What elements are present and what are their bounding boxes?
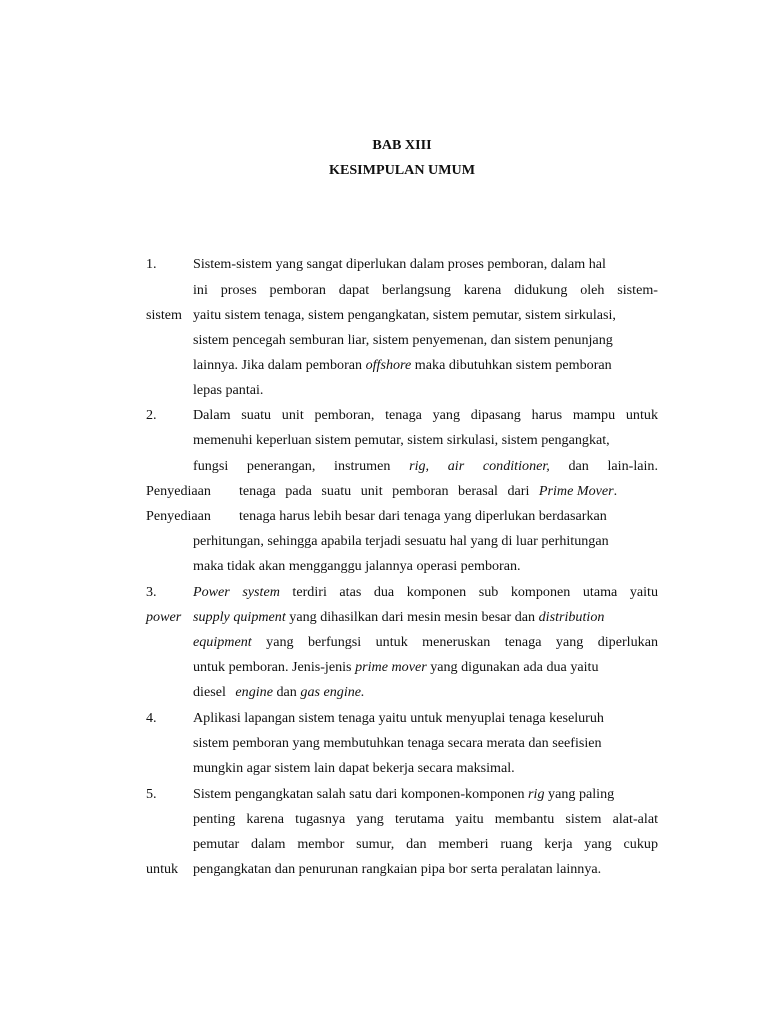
paragraph-line: diesel engine dan gas engine.	[193, 684, 365, 700]
hanging-word: Penyediaan	[146, 483, 211, 499]
italic-term: Prime Mover	[538, 483, 614, 499]
list-number: 3.	[146, 584, 157, 600]
hanging-word: untuk	[146, 861, 179, 877]
italic-term: rig, air conditioner,	[409, 458, 550, 474]
paragraph-line: equipment yang berfungsi untuk meneruskan tenaga yang diperlukan	[193, 634, 658, 650]
hanging-word: power	[146, 609, 182, 625]
paragraph-line: tenaga harus lebih besar dari tenaga yang diperlukan berdasarkan	[239, 508, 607, 524]
paragraph-line: yaitu sistem tenaga, sistem pengangkatan, sistem pemutar, sistem sirkulasi,	[193, 307, 616, 323]
italic-term: gas engine.	[300, 684, 365, 700]
italic-term: offshore	[365, 357, 412, 373]
paragraph-line: Dalam suatu unit pemboran, tenaga yang dipasang harus mampu untuk	[193, 407, 658, 423]
chapter-number: BAB XIII	[372, 137, 432, 153]
list-number: 1.	[146, 256, 157, 272]
paragraph-line: tenaga pada suatu unit pemboran berasal dari Prime Mover.	[239, 483, 618, 499]
paragraph-line: untuk pemboran. Jenis-jenis prime mover yang digunakan ada dua yaitu	[193, 659, 599, 675]
paragraph-line: fungsi penerangan, instrumen rig, air conditioner, dan lain-lain.	[193, 458, 658, 474]
paragraph-line: memenuhi keperluan sistem pemutar, sistem sirkulasi, sistem pengangkat,	[193, 432, 610, 448]
paragraph-line: mungkin agar sistem lain dapat bekerja secara maksimal.	[193, 760, 515, 776]
italic-term: distribution	[538, 609, 605, 625]
hanging-word: sistem	[146, 307, 183, 323]
paragraph-line: supply quipment yang dihasilkan dari mesin mesin besar dan distribution	[193, 609, 605, 625]
paragraph-line: Sistem-sistem yang sangat diperlukan dalam proses pemboran, dalam hal	[193, 256, 606, 272]
italic-term: engine	[235, 684, 273, 700]
list-number: 2.	[146, 407, 157, 423]
paragraph-line: perhitungan, sehingga apabila terjadi sesuatu hal yang di luar perhitungan	[193, 533, 609, 549]
paragraph-line: lainnya. Jika dalam pemboran offshore maka dibutuhkan sistem pemboran	[193, 357, 612, 373]
paragraph-line: Power system terdiri atas dua komponen sub komponen utama yaitu	[193, 584, 658, 600]
paragraph-line: lepas pantai.	[193, 382, 264, 398]
list-number: 5.	[146, 786, 157, 802]
paragraph-line: maka tidak akan mengganggu jalannya operasi pemboran.	[193, 558, 521, 574]
paragraph-line: penting karena tugasnya yang terutama yaitu membantu sistem alat-alat	[193, 811, 658, 827]
paragraph-line: pengangkatan dan penurunan rangkaian pipa bor serta peralatan lainnya.	[193, 861, 602, 877]
paragraph-line: ini proses pemboran dapat berlangsung karena didukung oleh sistem-	[193, 282, 658, 298]
paragraph-line: pemutar dalam membor sumur, dan memberi ruang kerja yang cukup	[193, 836, 658, 852]
hanging-word: Penyediaan	[146, 508, 211, 524]
paragraph-line: Aplikasi lapangan sistem tenaga yaitu untuk menyuplai tenaga keseluruh	[193, 710, 604, 726]
chapter-title: KESIMPULAN UMUM	[328, 162, 476, 178]
list-number: 4.	[146, 710, 157, 726]
paragraph-line: sistem pemboran yang membutuhkan tenaga secara merata dan seefisien	[193, 735, 602, 751]
italic-term: Power system	[193, 584, 280, 600]
italic-term: prime mover	[355, 659, 427, 675]
paragraph-line: Sistem pengangkatan salah satu dari komponen-komponen rig yang paling	[193, 786, 615, 802]
italic-term: equipment	[193, 634, 252, 650]
italic-term: rig	[528, 786, 545, 802]
italic-term: supply quipment	[193, 609, 286, 625]
paragraph-line: sistem pencegah semburan liar, sistem penyemenan, dan sistem penunjang	[193, 332, 613, 348]
